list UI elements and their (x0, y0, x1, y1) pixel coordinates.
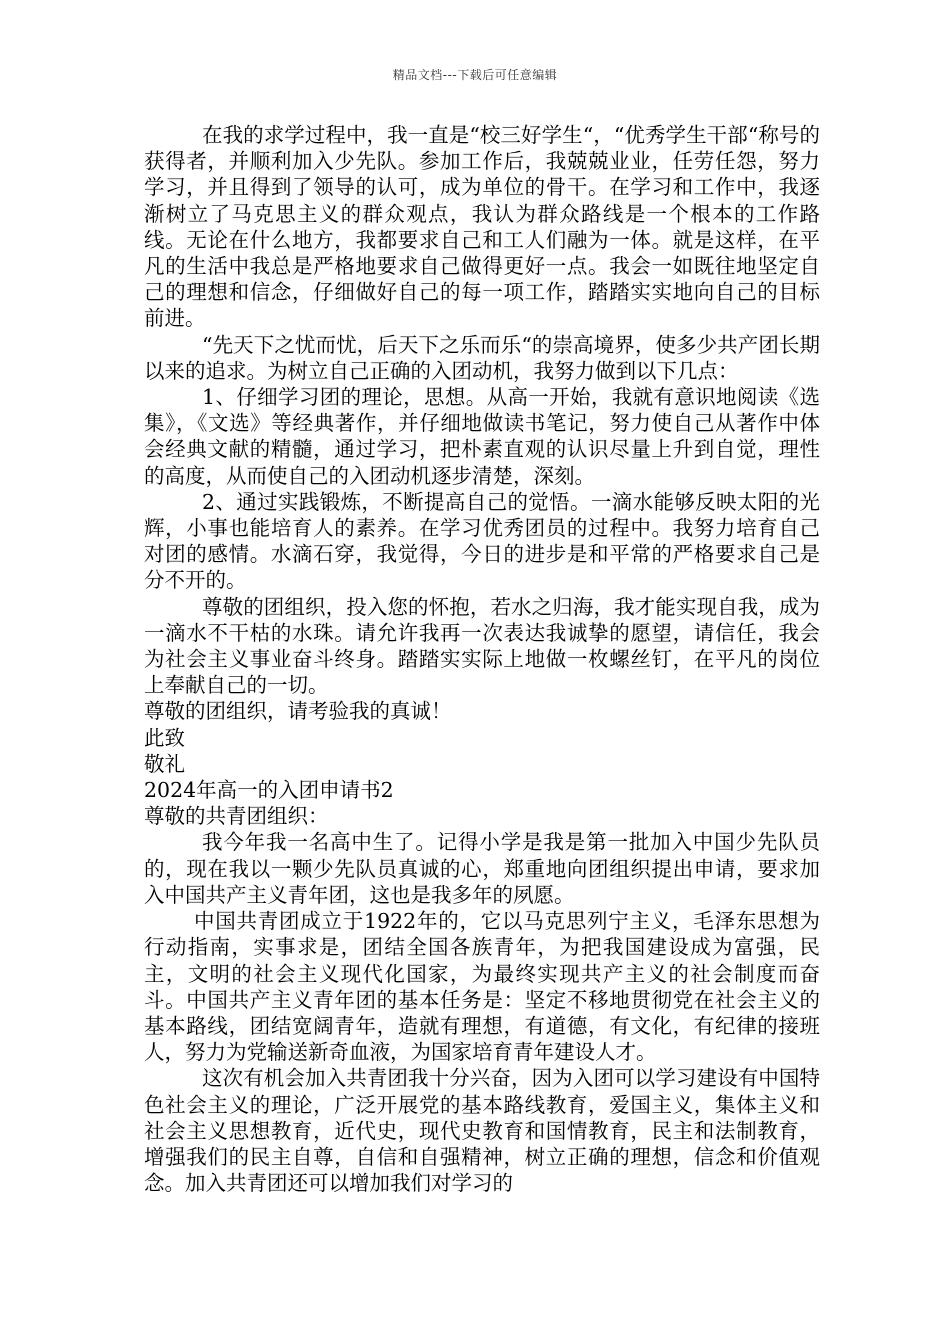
paragraph-study-history: 在我的求学过程中，我一直是“校三好学生“，“优秀学生干部“称号的获得者，并顺利加入少先队。参加工作后，我兢兢业业，任劳任怨，努力学习，并且得到了领导的认可，成为单位的骨干。在学习和工作中，我逐渐树立了马克思主义的群众观点，我认为群众路线是一个根本的工作路线。无论在什么地方，我都要求自己和工人们融为一体。就是这样，在平凡的生活中我总是严格地要求自己做得更好一点。我会一如既往地坚定自己的理想和信念，仔细做好自己的每一项工作，踏踏实实地向自己的目标前进。 (144, 123, 820, 331)
salutation-line: 尊敬的共青团组织： (144, 804, 329, 829)
document-body (144, 122, 820, 1196)
paragraph-intro: 我今年我一名高中生了。记得小学是我是第一批加入中国少先队员的，现在我以一颗少先队员真诚的心，郑重地向团组织提出申请，要求加入中国共产主义青年团，这也是我多年的夙愿。 (144, 830, 820, 907)
paragraph-commitment: 尊敬的团组织，投入您的怀抱，若水之归海，我才能实现自我，成为一滴水不干枯的水珠。请允许我再一次表达我诚挚的愿望，请信任，我会为社会主义事业奋斗终身。踏踏实实际上地做一枚螺丝钉，在平凡的岗位上奉献自己的一切。 (144, 594, 820, 698)
paragraph-league-history: 中国共青团成立于1922年的，它以马克思列宁主义，毛泽东思想为行动指南，实事求是，团结全国各族青年，为把我国建设成为富强，民主，文明的社会主义现代化国家，为最终实现共产主义的社会制度而奋斗。中国共产主义青年团的基本任务是：坚定不移地贯彻党在社会主义的基本路线，团结宽阔青年，造就有理想，有道德，有文化，有纪律的接班人，努力为党输送新奇血液，为国家培育青年建设人才。 (144, 909, 820, 1065)
page-header: 精品文档---下载后可任意编辑 (392, 68, 558, 82)
paragraph-joining-benefits: 这次有机会加入共青团我十分兴奋，因为入团可以学习建设有中国特色社会主义的理论，广泛开展党的基本路线教育，爱国主义，集体主义和社会主义思想教育，近代史，现代史教育和国情教育，民主和法制教育，增强我们的民主自尊，自信和自强精神，树立正确的理想，信念和价值观念。加入共青团还可以增加我们对学习的 (144, 1066, 820, 1196)
jingli-line: 敬礼 (144, 751, 185, 776)
paragraph-motto: “先天下之忧而忧，后天下之乐而乐“的崇高境界，使多少共产团长期以来的追求。为树立自己正确的入团动机，我努力做到以下几点： (144, 332, 820, 383)
section-title: 2024年高一的入团申请书2 (144, 778, 394, 803)
paragraph-point-1: 1、仔细学习团的理论，思想。从高一开始，我就有意识地阅读《选集》，《文选》等经典著作，并仔细地做读书笔记，努力使自己从著作中体会经典文献的精髓，通过学习，把朴素直观的认识尽量上升到自觉，理性的高度，从而使自己的入团动机逐步清楚，深刻。 (144, 385, 820, 488)
paragraph-point-2: 2、通过实践锻炼，不断提高自己的觉悟。一滴水能够反映太阳的光辉，小事也能培育人的素养。在学习优秀团员的过程中。我努力培育自己对团的感情。水滴石穿，我觉得，今日的进步是和平常的严格要求自己是分不开的。 (144, 489, 820, 593)
closing-line: 尊敬的团组织，请考验我的真诚！ (144, 699, 452, 724)
cizhi-line: 此致 (144, 725, 185, 750)
